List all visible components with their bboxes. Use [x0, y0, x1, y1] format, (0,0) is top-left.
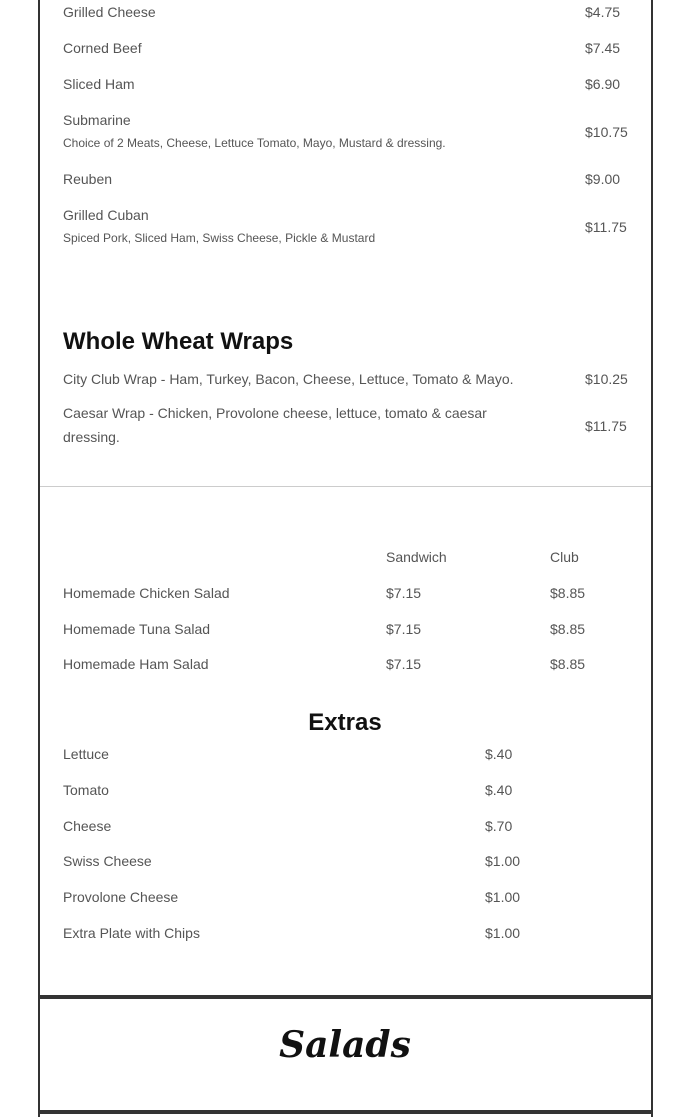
table-cell-club-price: $8.85 — [550, 621, 586, 637]
table-row-name: Homemade Ham Salad — [63, 656, 209, 672]
menu-item-name: Submarine — [63, 112, 131, 128]
menu-item-name: Caesar Wrap - Chicken, Provolone cheese, lettuce, tomato & caesar dressing. — [63, 405, 487, 445]
menu-item-price: $7.45 — [585, 40, 621, 56]
menu-item-name: Grilled Cuban — [63, 207, 149, 223]
table-cell-club-price: $8.85 — [550, 585, 586, 601]
menu-item-price: $10.25 — [585, 371, 628, 387]
table-cell-sandwich-price: $7.15 — [386, 656, 422, 672]
extra-item-price: $1.00 — [485, 889, 521, 905]
menu-item-price: $10.75 — [585, 124, 628, 140]
extra-item-name: Cheese — [63, 818, 112, 834]
section-title-salads: Salads — [279, 1024, 411, 1066]
menu-item-price: $4.75 — [585, 4, 621, 20]
extra-item-name: Extra Plate with Chips — [63, 925, 200, 941]
menu-item-price: $6.90 — [585, 76, 621, 92]
section-title-wraps: Whole Wheat Wraps — [63, 328, 294, 355]
extra-item-name: Tomato — [63, 782, 109, 798]
menu-item-name: Sliced Ham — [63, 76, 135, 92]
extra-item-price: $1.00 — [485, 925, 521, 941]
menu-item-price: $9.00 — [585, 171, 621, 187]
menu-item-description: Spiced Pork, Sliced Ham, Swiss Cheese, Pickle & Mustard — [63, 231, 376, 245]
section-divider — [40, 486, 651, 487]
extra-item-price: $.70 — [485, 818, 513, 834]
extra-item-name: Provolone Cheese — [63, 889, 179, 905]
section-border-top — [38, 995, 653, 999]
table-row-name: Homemade Chicken Salad — [63, 585, 230, 601]
menu-item-name: Reuben — [63, 171, 113, 187]
extra-item-price: $.40 — [485, 746, 513, 762]
table-cell-club-price: $8.85 — [550, 656, 586, 672]
section-title-extras: Extras — [308, 709, 382, 736]
extra-item-price: $.40 — [485, 782, 513, 798]
table-cell-sandwich-price: $7.15 — [386, 621, 422, 637]
table-cell-sandwich-price: $7.15 — [386, 585, 422, 601]
section-border-bottom — [38, 1110, 653, 1114]
extra-item-name: Swiss Cheese — [63, 853, 152, 869]
extra-item-name: Lettuce — [63, 746, 109, 762]
menu-item-description: Choice of 2 Meats, Cheese, Lettuce Tomato, Mayo, Mustard & dressing. — [63, 136, 446, 150]
menu-item-name: Corned Beef — [63, 40, 142, 56]
menu-item-name: City Club Wrap - Ham, Turkey, Bacon, Cheese, Lettuce, Tomato & Mayo. — [63, 371, 514, 387]
menu-item-name: Grilled Cheese — [63, 4, 156, 20]
menu-item-price: $11.75 — [585, 219, 627, 235]
extra-item-price: $1.00 — [485, 853, 521, 869]
column-header-club: Club — [550, 549, 579, 565]
column-header-sandwich: Sandwich — [386, 549, 447, 565]
table-row-name: Homemade Tuna Salad — [63, 621, 211, 637]
menu-item-price: $11.75 — [585, 418, 627, 434]
